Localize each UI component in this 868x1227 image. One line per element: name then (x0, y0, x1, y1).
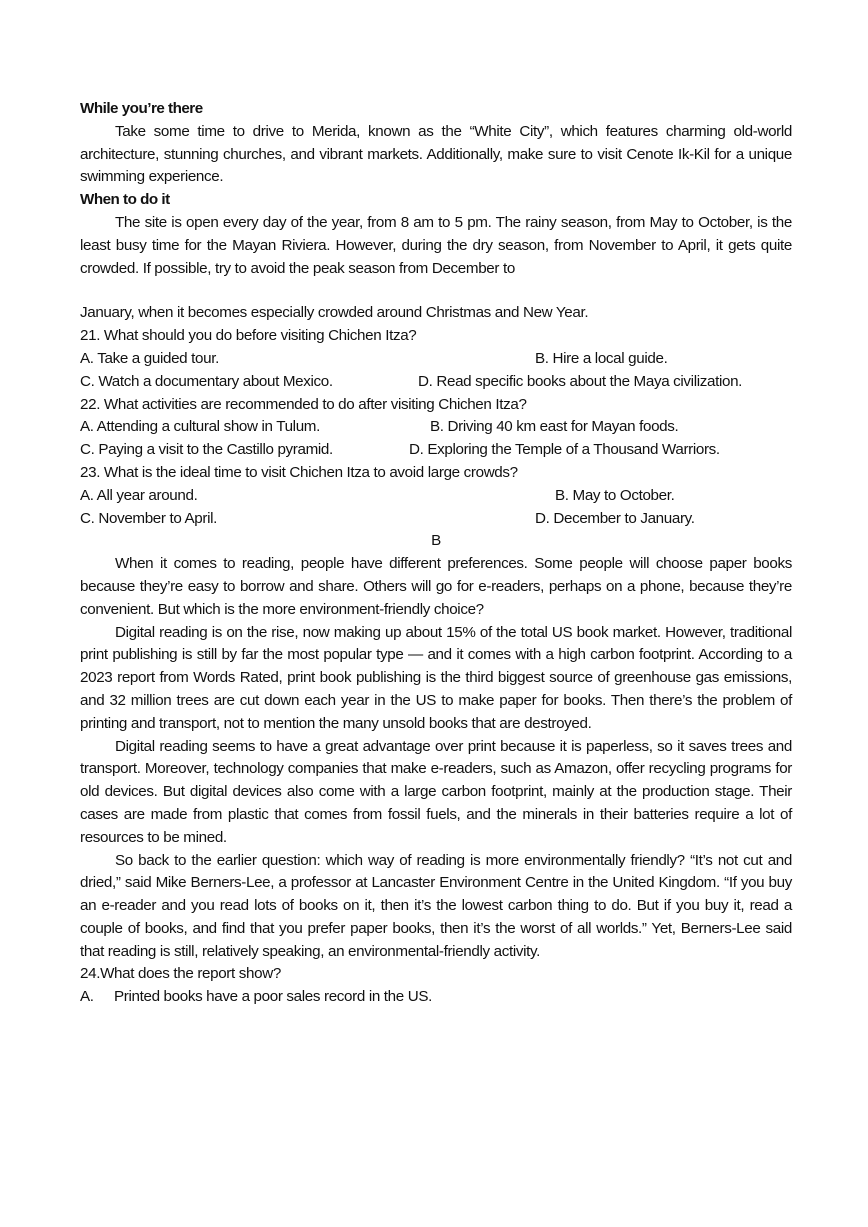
paragraph-b-4: So back to the earlier question: which way of reading is more environmentally friendly? “It’s not cut and dried,” said Mike Berners-Lee, a professor at Lancaster Environment Centre in the United Kingdom. “If you buy an e-reader and you read lots of books on it, then it’s the lowest carbon thing to do. But if you buy it, read a couple of books, and find that you prefer paper books, then it’s the worst of all worlds.” Yet, Berners-Lee said that reading is still, relatively speaking, an environmental-friendly activity. (80, 851, 792, 960)
heading-while-youre-there: While you’re there (80, 100, 203, 117)
options-row (80, 416, 792, 439)
paragraph-b-3: Digital reading seems to have a great advantage over print because it is paperless, so it saves trees and transport. Moreover, technology companies that make e-readers, such as Amazon, offer recycling programs for old devices. But digital devices also come with a large carbon footprint, mainly at the production stage. Their cases are made from plastic that comes from fossil fuels, and the minerals in their batteries require a lot of resources to be mined. (80, 737, 792, 846)
option-c: C. November to April. (80, 509, 217, 527)
option-a: A. Attending a cultural show in Tulum. (80, 418, 320, 436)
paragraph-b-1: When it comes to reading, people have different preferences. Some people will choose paper books because they’re easy to borrow and share. Others will go for e-readers, perhaps on a phone, because they’re convenient. But which is the more environment-friendly choice? (80, 555, 792, 618)
options-row (80, 348, 792, 371)
option-d: D. December to January. (535, 509, 695, 527)
option-b: B. May to October. (555, 486, 675, 504)
option-a: A. Take a guided tour. (80, 349, 219, 367)
options-row (80, 508, 792, 531)
option-c: C. Paying a visit to the Castillo pyramid. (80, 441, 333, 459)
option-c: C. Watch a documentary about Mexico. (80, 372, 333, 390)
option-b: B. Driving 40 km east for Mayan foods. (430, 418, 679, 436)
paragraph-when-2: January, when it becomes especially crowded around Christmas and New Year. (80, 304, 589, 322)
options-row (80, 439, 792, 462)
question-21 (80, 325, 792, 393)
question-stem: 21. What should you do before visiting Chichen Itza? (80, 327, 417, 345)
option-d: D. Read specific books about the Maya civilization. (418, 372, 743, 390)
document-page (80, 98, 792, 1009)
option-b: B. Hire a local guide. (535, 349, 668, 367)
question-23 (80, 462, 792, 530)
paragraph-while: Take some time to drive to Merida, known as the “White City”, which features charming old-world architecture, stunning churches, and vibrant markets. Additionally, make sure to visit Cenote Ik-Kil for a unique swimming experience. (80, 122, 792, 186)
options-row (80, 485, 792, 508)
question-24-option-a (80, 986, 792, 1009)
paragraph-when-1: The site is open every day of the year, from 8 am to 5 pm. The rainy season, from May to October, is the least busy time for the Mayan Riviera. However, during the dry season, from November to April, it gets quite crowded. If possible, try to avoid the peak season from December to (80, 213, 792, 277)
option-label: A. (80, 988, 94, 1006)
question-stem: 23. What is the ideal time to visit Chichen Itza to avoid large crowds? (80, 463, 518, 481)
options-row (80, 371, 792, 394)
question-stem: 22. What activities are recommended to do after visiting Chichen Itza? (80, 395, 527, 413)
question-22 (80, 394, 792, 462)
question-24-stem: 24.What does the report show? (80, 965, 281, 983)
option-a: A. All year around. (80, 486, 198, 504)
paragraph-b-2: Digital reading is on the rise, now making up about 15% of the total US book market. However, traditional print publishing is still by far the most popular type — and it comes with a high carbon footprint. According to a 2023 report from Words Rated, print book publishing is the third biggest source of greenhouse gas emissions, and 32 million trees are cut down each year in the US to make paper for books. Then there’s the problem of printing and transport, not to mention the many unsold books that are destroyed. (80, 623, 792, 732)
option-text: Printed books have a poor sales record in the US. (114, 988, 433, 1006)
page-break-gap (80, 280, 792, 302)
section-b-label: B (431, 532, 441, 550)
heading-when-to-do-it: When to do it (80, 191, 170, 209)
option-d: D. Exploring the Temple of a Thousand Warriors. (409, 441, 720, 459)
